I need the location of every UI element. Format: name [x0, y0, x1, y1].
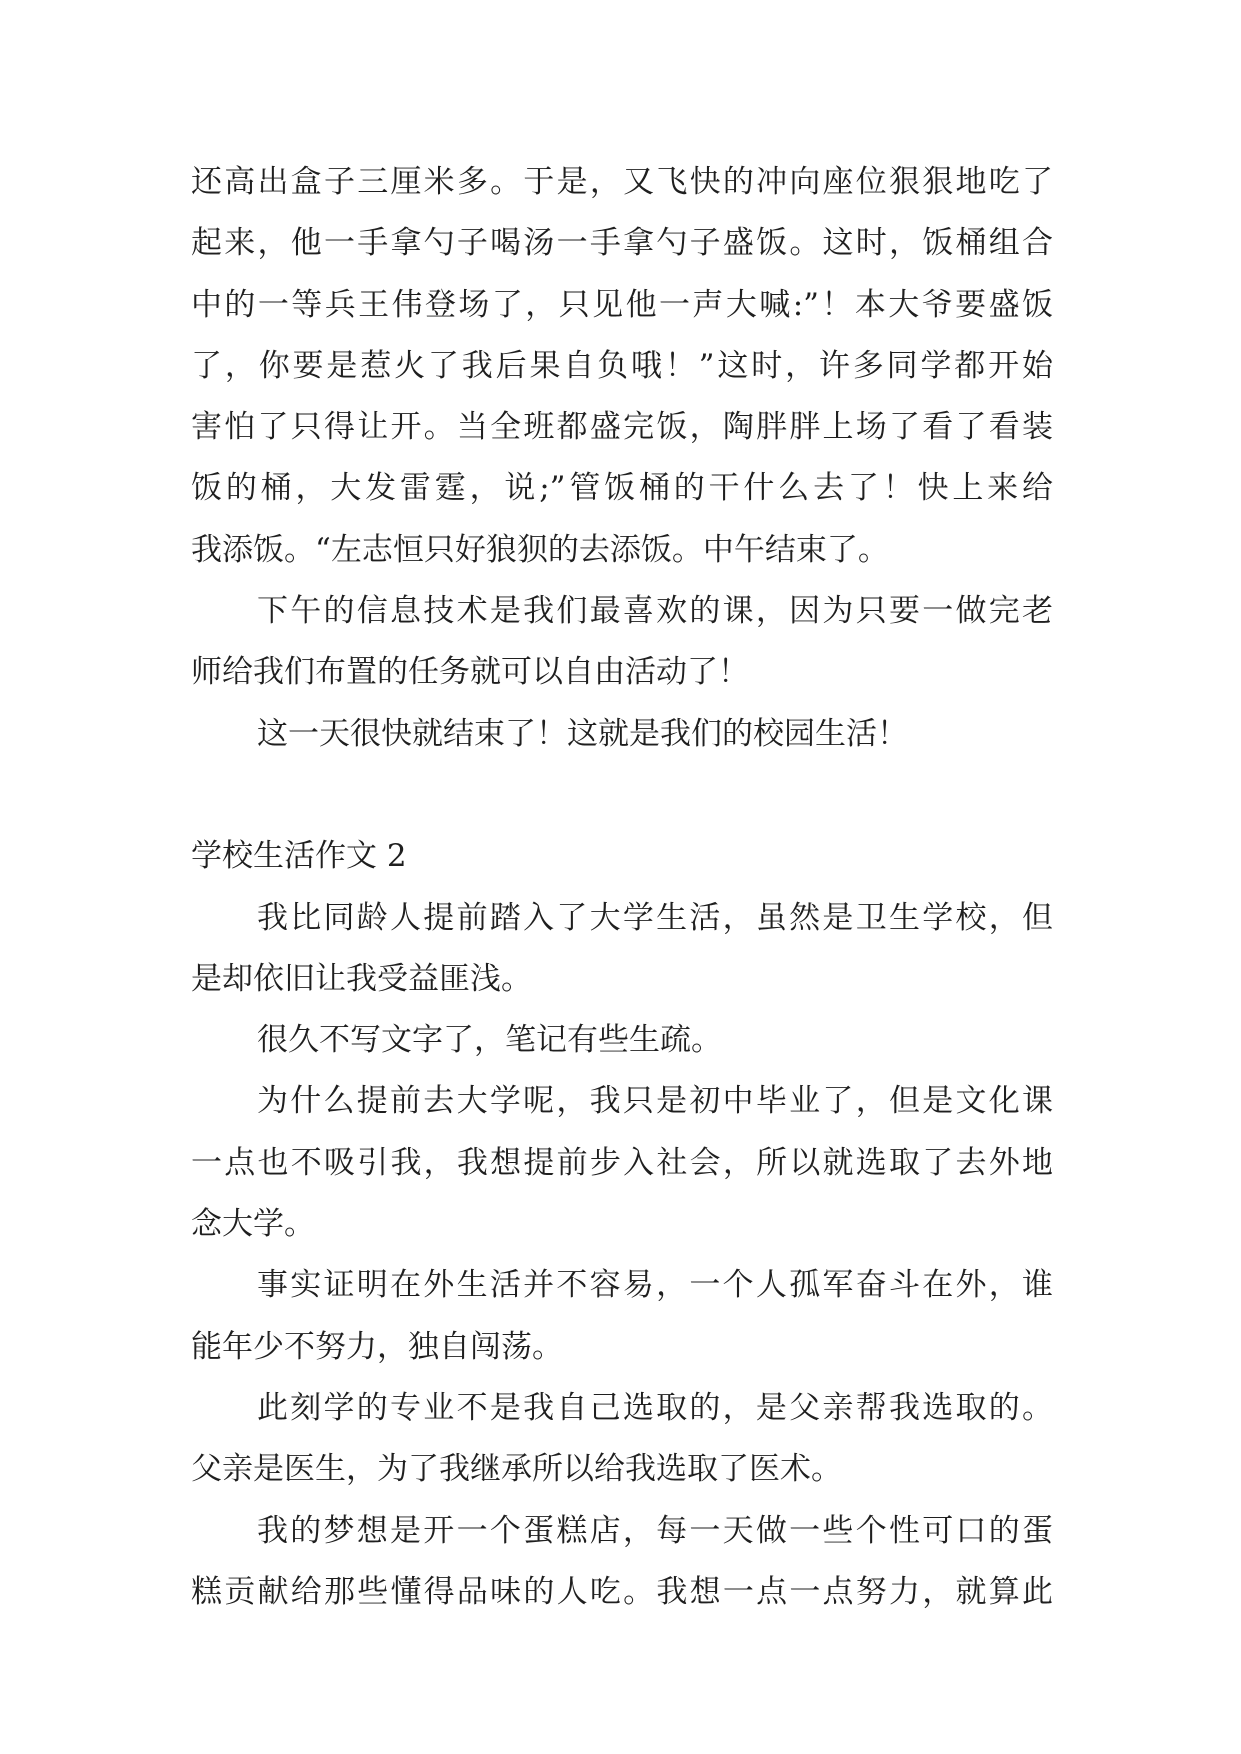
- document-body: [191, 152, 1053, 1623]
- text-line: 了，你要是惹火了我后果自负哦！”这时，许多同学都开始: [191, 347, 1053, 384]
- text-line: 父亲是医生，为了我继承所以给我选取了医术。: [191, 1451, 842, 1488]
- section-gap: [191, 765, 1053, 826]
- paragraph-first-line: 事实证明在外生活并不容易，一个人孤军奋斗在外，谁: [257, 1267, 1053, 1304]
- text-line: 能年少不努力，独自闯荡。: [191, 1328, 563, 1365]
- text-line: 还高出盒子三厘米多。于是，又飞快的冲向座位狠狠地吃了: [191, 164, 1053, 200]
- text-line: 糕贡献给那些懂得品味的人吃。我想一点一点努力，就算此: [191, 1573, 1053, 1610]
- text-line: 是却依旧让我受益匪浅。: [191, 960, 532, 997]
- text-line: 饭的桶，大发雷霆，说;”管饭桶的干什么去了！快上来给: [191, 470, 1053, 507]
- text-line: 念大学。: [191, 1206, 315, 1243]
- paragraph-first-line: 此刻学的专业不是我自己选取的，是父亲帮我选取的。: [257, 1389, 1053, 1426]
- text-line: 一点也不吸引我，我想提前步入社会，所以就选取了去外地: [191, 1144, 1053, 1181]
- paragraph-first-line: 很久不写文字了，笔记有些生疏。: [257, 1022, 722, 1059]
- paragraph-first-line: 我比同龄人提前踏入了大学生活，虽然是卫生学校，但: [257, 899, 1053, 936]
- text-line: 中的一等兵王伟登场了，只见他一声大喊:”！本大爷要盛饭: [191, 286, 1053, 323]
- paragraph-first-line: 下午的信息技术是我们最喜欢的课，因为只要一做完老: [257, 593, 1053, 630]
- section-heading: 学校生活作文 2: [191, 838, 407, 875]
- paragraph-first-line: 我的梦想是开一个蛋糕店，每一天做一些个性可口的蛋: [257, 1512, 1053, 1549]
- paragraph-first-line: 这一天很快就结束了！这就是我们的校园生活！: [257, 715, 908, 752]
- text-line: 害怕了只得让开。当全班都盛完饭，陶胖胖上场了看了看装: [191, 409, 1053, 446]
- paragraph-first-line: 为什么提前去大学呢，我只是初中毕业了，但是文化课: [257, 1083, 1053, 1120]
- text-line: 我添饭。“左志恒只好狼狈的去添饭。中午结束了。: [191, 531, 889, 568]
- text-line: 起来，他一手拿勺子喝汤一手拿勺子盛饭。这时，饭桶组合: [191, 225, 1053, 262]
- text-line: 师给我们布置的任务就可以自由活动了！: [191, 654, 749, 691]
